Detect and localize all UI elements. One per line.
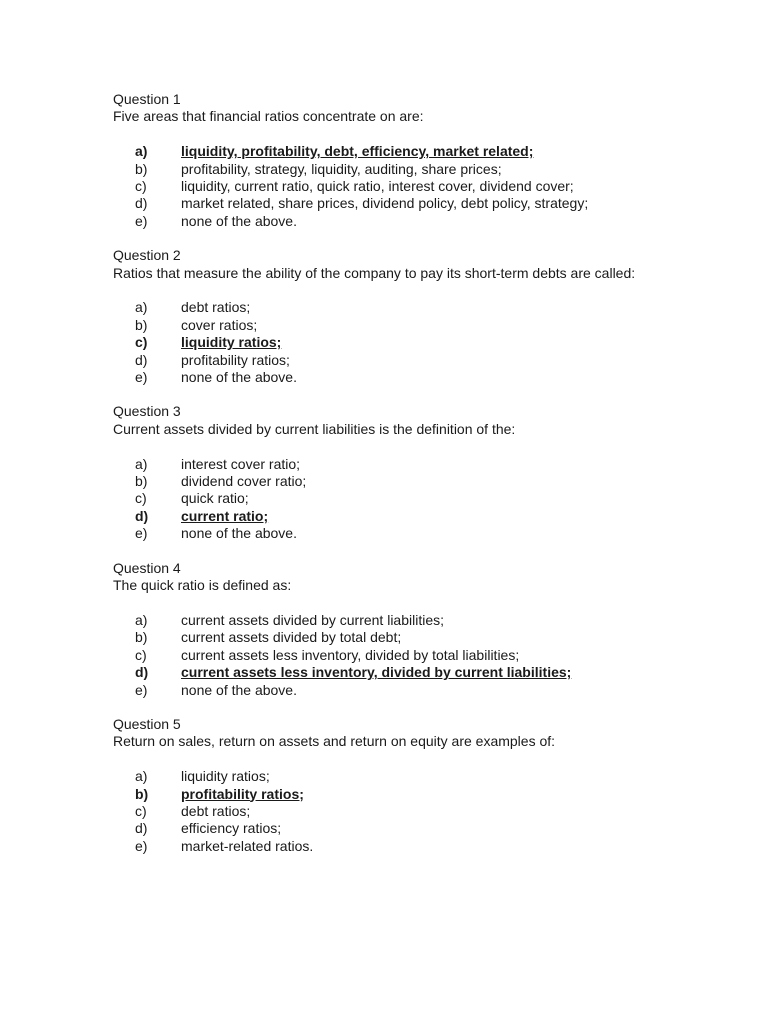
- option-letter: b): [135, 160, 148, 177]
- option-text: debt ratios;: [181, 299, 251, 316]
- option-letter: a): [135, 611, 148, 628]
- option-e: [113, 525, 673, 542]
- option-text: quick ratio;: [181, 490, 249, 507]
- option-c: [113, 803, 673, 820]
- option-text: none of the above.: [181, 212, 297, 229]
- option-d: [113, 352, 673, 369]
- option-e: [113, 213, 673, 230]
- option-a: [113, 768, 673, 785]
- option-text: liquidity ratios;: [181, 334, 282, 351]
- option-letter: e): [135, 681, 148, 698]
- question-2: [113, 247, 673, 386]
- option-letter: a): [135, 143, 148, 160]
- question-1: [113, 91, 673, 230]
- option-text: current ratio;: [181, 507, 269, 524]
- option-c: [113, 647, 673, 664]
- question-3: [113, 403, 673, 542]
- option-letter: c): [135, 334, 148, 351]
- option-letter: d): [135, 820, 148, 837]
- option-letter: d): [135, 507, 149, 524]
- answer-options: [113, 768, 673, 855]
- question-4: [113, 560, 673, 699]
- option-text: profitability, strategy, liquidity, auditing, share prices;: [181, 160, 502, 177]
- option-e: [113, 369, 673, 386]
- question-text: The quick ratio is defined as:: [113, 577, 292, 594]
- option-text: current assets divided by current liabilities;: [181, 611, 445, 628]
- question-title: Question 5: [113, 715, 181, 732]
- option-text: none of the above.: [181, 681, 297, 698]
- option-letter: c): [135, 178, 147, 195]
- option-text: market related, share prices, dividend policy, debt policy, strategy;: [181, 195, 589, 212]
- question-5: [113, 716, 673, 855]
- option-letter: a): [135, 768, 148, 785]
- option-text: profitability ratios;: [181, 351, 290, 368]
- question-title: Question 4: [113, 559, 181, 576]
- option-text: efficiency ratios;: [181, 820, 282, 837]
- quiz-document: [113, 91, 673, 872]
- option-text: liquidity, profitability, debt, efficiency, market related;: [181, 143, 534, 160]
- option-a: [113, 612, 673, 629]
- option-text: profitability ratios;: [181, 785, 304, 802]
- answer-options: [113, 612, 673, 699]
- option-d-correct: [113, 664, 673, 681]
- option-b: [113, 473, 673, 490]
- option-text: current assets less inventory, divided by current liabilities;: [181, 664, 572, 681]
- option-text: debt ratios;: [181, 802, 251, 819]
- option-letter: d): [135, 351, 148, 368]
- question-title: Question 2: [113, 247, 181, 264]
- option-c: [113, 490, 673, 507]
- option-letter: c): [135, 802, 147, 819]
- option-text: dividend cover ratio;: [181, 473, 307, 490]
- question-title: Question 3: [113, 403, 181, 420]
- option-c: [113, 178, 673, 195]
- option-letter: b): [135, 473, 148, 490]
- option-letter: c): [135, 646, 147, 663]
- answer-options: [113, 143, 673, 230]
- option-a-correct: [113, 143, 673, 160]
- option-a: [113, 299, 673, 316]
- option-letter: b): [135, 316, 148, 333]
- answer-options: [113, 456, 673, 543]
- option-b: [113, 161, 673, 178]
- option-b: [113, 629, 673, 646]
- option-c-correct: [113, 334, 673, 351]
- option-d: [113, 195, 673, 212]
- option-e: [113, 838, 673, 855]
- option-letter: e): [135, 369, 148, 386]
- option-text: liquidity, current ratio, quick ratio, interest cover, dividend cover;: [181, 178, 574, 195]
- question-text: Five areas that financial ratios concentrate on are:: [113, 108, 424, 125]
- option-text: none of the above.: [181, 369, 297, 386]
- answer-options: [113, 299, 673, 386]
- option-text: liquidity ratios;: [181, 768, 270, 785]
- option-text: market-related ratios.: [181, 837, 314, 854]
- option-letter: d): [135, 195, 148, 212]
- option-letter: a): [135, 299, 148, 316]
- question-text: Return on sales, return on assets and return on equity are examples of:: [113, 733, 556, 750]
- option-text: interest cover ratio;: [181, 455, 301, 472]
- option-text: current assets divided by total debt;: [181, 629, 402, 646]
- option-a: [113, 456, 673, 473]
- option-letter: e): [135, 525, 148, 542]
- option-letter: c): [135, 490, 147, 507]
- option-letter: b): [135, 629, 148, 646]
- option-letter: d): [135, 664, 149, 681]
- option-letter: e): [135, 837, 148, 854]
- option-letter: b): [135, 785, 149, 802]
- option-text: cover ratios;: [181, 316, 258, 333]
- question-text: Current assets divided by current liabilities is the definition of the:: [113, 420, 516, 437]
- question-text: Ratios that measure the ability of the company to pay its short-term debts are called:: [113, 264, 636, 281]
- question-title: Question 1: [113, 91, 181, 107]
- option-letter: a): [135, 455, 148, 472]
- option-b: [113, 317, 673, 334]
- option-e: [113, 682, 673, 699]
- option-b-correct: [113, 786, 673, 803]
- option-d: [113, 820, 673, 837]
- option-d-correct: [113, 508, 673, 525]
- option-text: none of the above.: [181, 525, 297, 542]
- option-letter: e): [135, 212, 148, 229]
- option-text: current assets less inventory, divided by total liabilities;: [181, 646, 520, 663]
